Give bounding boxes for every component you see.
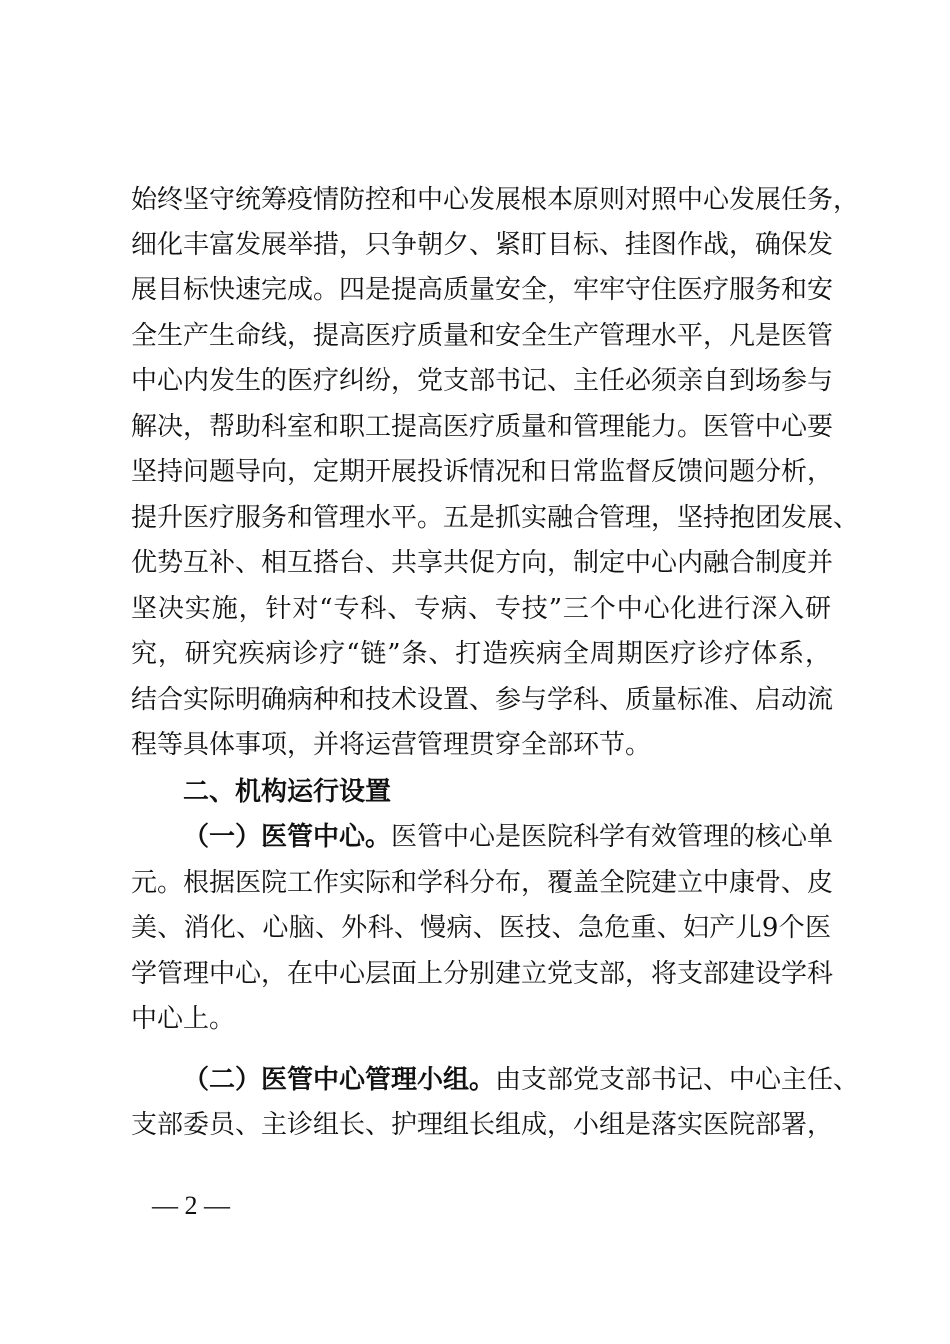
body-text-line: 提升医疗服务和管理水平。五是抓实融合管理，坚持抱团发展、	[131, 503, 860, 533]
body-text-line: 坚持问题导向，定期开展投诉情况和日常监督反馈问题分析，	[131, 457, 834, 487]
body-text-line: 元。根据医院工作实际和学科分布，覆盖全院建立中康骨、皮	[131, 868, 834, 898]
paragraph-first-line	[183, 1058, 860, 1102]
paragraph-lead: （一）医管中心。	[183, 822, 392, 852]
body-text-line: 解决，帮助科室和职工提高医疗质量和管理能力。医管中心要	[131, 412, 834, 442]
body-text-line: 中心上。	[131, 1004, 236, 1034]
body-text-line: 程等具体事项，并将运营管理贯穿全部环节。	[131, 730, 652, 760]
body-text-line: 细化丰富发展举措，只争朝夕、紧盯目标、挂图作战，确保发	[131, 230, 834, 260]
body-text-line: 美、消化、心脑、外科、慢病、医技、急危重、妇产儿9个医	[131, 913, 831, 943]
body-text-line: 全生产生命线，提高医疗质量和安全生产管理水平，凡是医管	[131, 321, 834, 351]
body-text-line: 支部委员、主诊组长、护理组长组成，小组是落实医院部署，	[131, 1110, 834, 1140]
body-text-line: 究，研究疾病诊疗“链”条、打造疾病全周期医疗诊疗体系，	[131, 639, 831, 669]
paragraph-lead: （二）医管中心管理小组。	[183, 1065, 496, 1095]
body-text-line: 中心内发生的医疗纠纷，党支部书记、主任必须亲自到场参与	[131, 366, 834, 396]
body-text-line: 优势互补、相互搭台、共享共促方向，制定中心内融合制度并	[131, 548, 834, 578]
body-text-line: 坚决实施，针对“专科、专病、专技”三个中心化进行深入研	[131, 594, 831, 624]
body-text-line: 结合实际明确病种和技术设置、参与学科、质量标准、启动流	[131, 685, 834, 715]
paragraph-text: 由支部党支部书记、中心主任、	[495, 1065, 860, 1095]
section-heading: 二、机构运行设置	[183, 777, 392, 807]
paragraph-first-line	[183, 815, 834, 859]
body-text-line: 展目标快速完成。四是提高质量安全，牢牢守住医疗服务和安	[131, 275, 834, 305]
paragraph-text: 医管中心是医院科学有效管理的核心单	[391, 822, 834, 852]
body-text-line: 始终坚守统筹疫情防控和中心发展根本原则对照中心发展任务，	[131, 185, 860, 215]
body-text-line: 学管理中心，在中心层面上分别建立党支部，将支部建设学科	[131, 959, 834, 989]
page-number: — 2 —	[152, 1191, 230, 1220]
